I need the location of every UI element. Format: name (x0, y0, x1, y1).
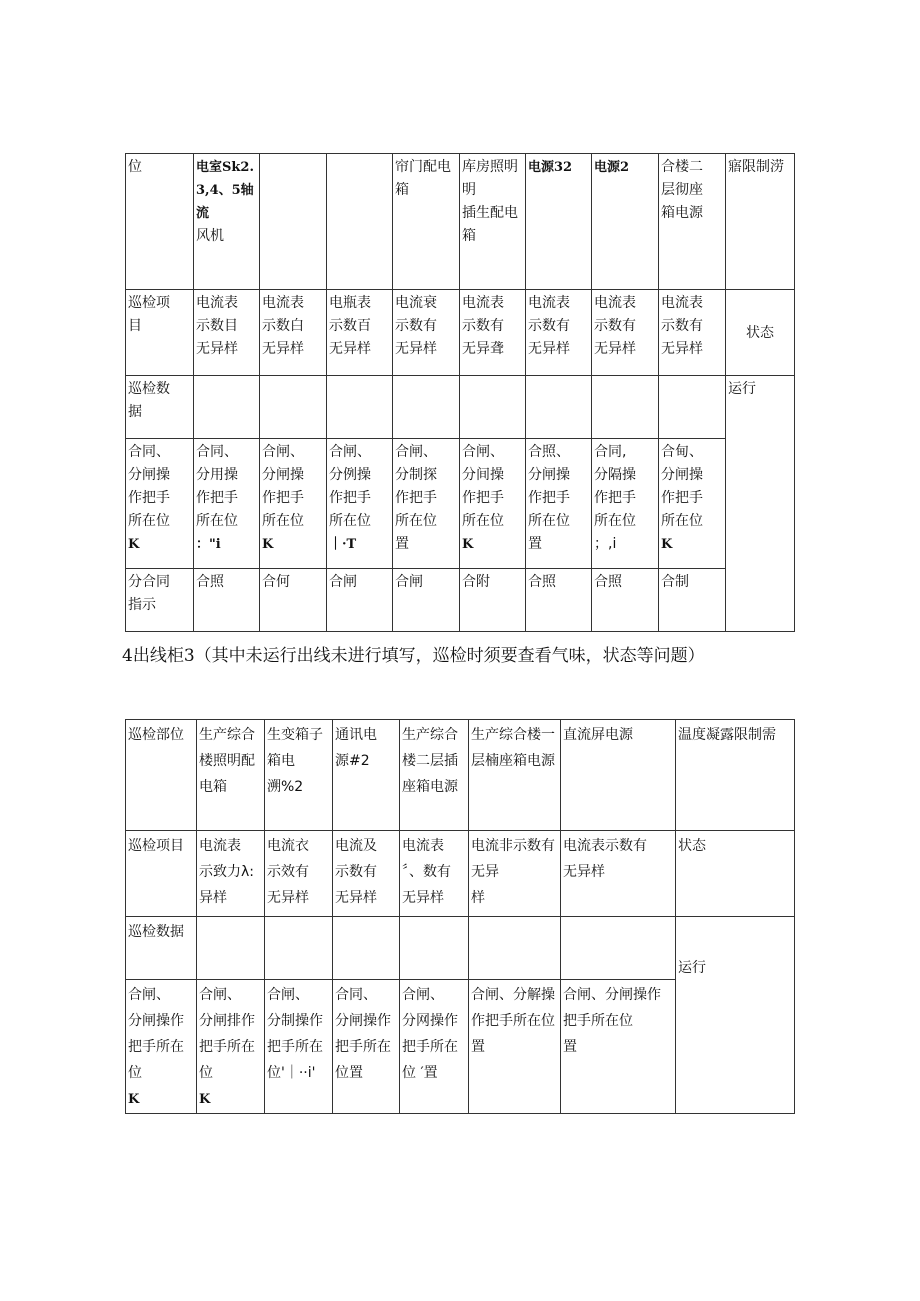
data-cell (526, 376, 592, 439)
data-cell (659, 376, 726, 439)
table1-row-switch-position (126, 439, 795, 569)
cell: 合闸、 分闸排作 把手所在 位 K (197, 980, 265, 1114)
cell: 电室Sk2. 3,4、5轴流 风机 (194, 154, 260, 290)
table2-row-location (126, 720, 795, 831)
cell: 合闸、分解操 作把手所在位 置 (469, 980, 561, 1114)
cell: 电流表 示数有 无异样 (526, 290, 592, 376)
cell: 合制 (659, 569, 726, 632)
cell: 生产综合楼一 层楠座箱电源 (469, 720, 561, 831)
cell: 生变箱子 箱电 溯%2 (265, 720, 333, 831)
cell (327, 154, 393, 290)
cell: 合照 (592, 569, 659, 632)
data-cell (327, 376, 393, 439)
header-cell: 巡检项 目 (126, 290, 194, 376)
section-heading: 4出线柜3（其中未运行出线未进行填写，巡检时须要查看气味，状态等问题） (122, 646, 705, 666)
cell: 合闸 (393, 569, 460, 632)
header-cell: 巡检数 据 (126, 376, 194, 439)
cell (260, 154, 327, 290)
cell: 生产综合 楼照明配 电箱 (197, 720, 265, 831)
data-cell (460, 376, 526, 439)
header-cell: 巡检部位 (126, 720, 197, 831)
cell: 生产综合 楼二层插 座箱电源 (400, 720, 469, 831)
data-cell (469, 917, 561, 980)
cell: 电流表 示数有 无异样 (659, 290, 726, 376)
table1-row-indication (126, 569, 795, 632)
data-cell (400, 917, 469, 980)
status-header-cell: 状态 (676, 831, 795, 917)
header-cell: 位 (126, 154, 194, 290)
cell: 电流表 示数有 无异聋 (460, 290, 526, 376)
cell: 合闸、 分制操作 把手所在 位'｜··i' (265, 980, 333, 1114)
header-cell: 巡检项目 (126, 831, 197, 917)
inspection-table-1 (125, 153, 795, 632)
cell: 电流表 示数有 无异样 (592, 290, 659, 376)
table1-row-inspection-data (126, 376, 795, 439)
cell: 合楼二 层彻座 箱电源 (659, 154, 726, 290)
cell: 温度凝露限制需 (676, 720, 795, 831)
data-cell (393, 376, 460, 439)
cell: 合同, 分隔操 作把手 所在位 ；,i (592, 439, 659, 569)
cell: 寤限制涝 (726, 154, 795, 290)
cell: 合闸、 分网操作 把手所在 位 ′置 (400, 980, 469, 1114)
cell: 合何 (260, 569, 327, 632)
cell: 电瓶表 示数百 无异样 (327, 290, 393, 376)
cell: 合闸、分闸操作 把手所在位 置 (561, 980, 676, 1114)
cell: 电流衰 示数有 无异样 (393, 290, 460, 376)
data-cell (194, 376, 260, 439)
header-cell: 巡检数据 (126, 917, 197, 980)
table2-row-inspection-item (126, 831, 795, 917)
inspection-table-2 (125, 719, 795, 1114)
cell: 合闸 (327, 569, 393, 632)
cell: 电流表 〞、数有 无异样 (400, 831, 469, 917)
data-cell (592, 376, 659, 439)
cell: 帘门配电 箱 (393, 154, 460, 290)
cell: 电源32 (526, 154, 592, 290)
cell: 电流非示数有 无异 样 (469, 831, 561, 917)
cell: 直流屏电源 (561, 720, 676, 831)
table1-row-location (126, 154, 795, 290)
cell: 电流衣 示效有 无异样 (265, 831, 333, 917)
cell: 合照、 分闸操 作把手 所在位 置 (526, 439, 592, 569)
header-cell: 合闸、 分闸操作 把手所在 位 K (126, 980, 197, 1114)
cell: 电流及 示数有 无异样 (333, 831, 400, 917)
cell: 电流表 示数白 无异样 (260, 290, 327, 376)
cell: 电源2 (592, 154, 659, 290)
status-header-cell: 状态 (726, 290, 795, 376)
cell: 合同、 分用操 作把手 所在位 ："i (194, 439, 260, 569)
data-cell (333, 917, 400, 980)
status-running-cell: 运行 (726, 376, 795, 632)
status-running-cell: 运行 (676, 917, 795, 1114)
data-cell (265, 917, 333, 980)
cell: 电流表示数有 无异样 (561, 831, 676, 917)
cell: 合同、 分闸操作 把手所在 位置 (333, 980, 400, 1114)
cell: 合闸、 分制探 作把手 所在位 置 (393, 439, 460, 569)
cell: 库房照明明 插生配电 箱 (460, 154, 526, 290)
header-cell: 合同、 分闸操 作把手 所在位 K (126, 439, 194, 569)
header-cell: 分合同 指示 (126, 569, 194, 632)
cell: 合照 (526, 569, 592, 632)
table1-row-inspection-item (126, 290, 795, 376)
cell: 合闸、 分闸操 作把手 所在位 K (260, 439, 327, 569)
cell: 合照 (194, 569, 260, 632)
data-cell (197, 917, 265, 980)
cell: 合闸、 分间操 作把手 所在位 K (460, 439, 526, 569)
table2-row-inspection-data (126, 917, 795, 980)
cell: 合闸、 分例操 作把手 所在位 ｜·T (327, 439, 393, 569)
data-cell (561, 917, 676, 980)
data-cell (260, 376, 327, 439)
cell: 合甸、 分闸操 作把手 所在位 K (659, 439, 726, 569)
cell: 电流表 示数目 无异样 (194, 290, 260, 376)
cell: 合附 (460, 569, 526, 632)
cell: 电流表 示致力λ: 异样 (197, 831, 265, 917)
cell: 通讯电 源#2 (333, 720, 400, 831)
